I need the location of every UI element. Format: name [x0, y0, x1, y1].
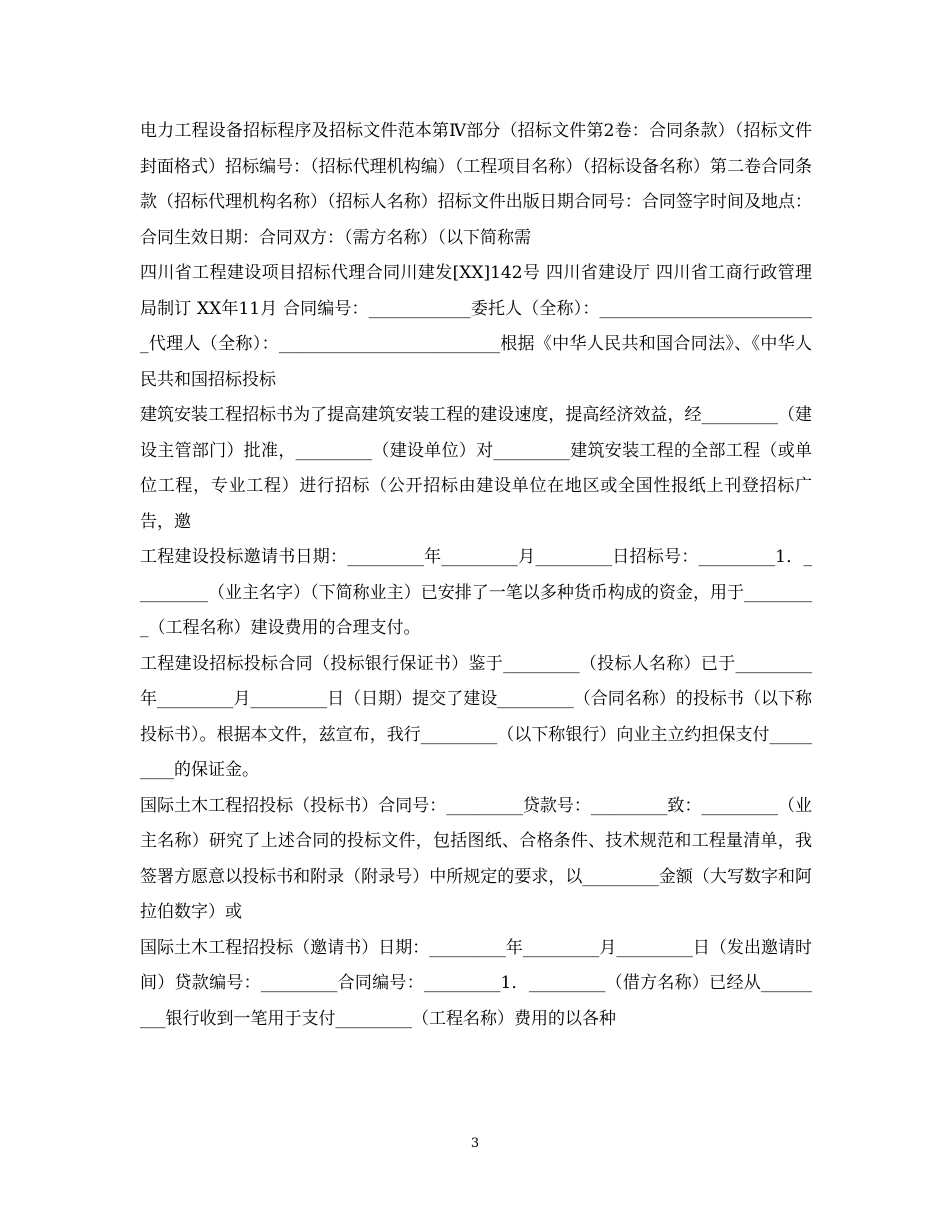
paragraph-power-equipment-tender: 电力工程设备招标程序及招标文件范本第Ⅳ部分（招标文件第2卷：合同条款）（招标文件封面格式）招标编号：（招标代理机构编）（工程项目名称）（招标设备名称）第二卷合同条款（招标代理机构名称）（招标人名称）招标文件出版日期合同号：合同签字时间及地点：合同生效日期：合同双方：（需方名称）（以下简称需 — [140, 121, 812, 248]
paragraph-international-bid-form: 国际土木工程招投标（投标书）合同号：_________贷款号：_________致：_________（业主名称）研究了上述合同的投标文件，包括图纸、合格条件、技术规范和工程量清单，我签署方愿意以投标书和附录（附录号）中所规定的要求，以_________金额（大写数字和阿拉伯数字）或 — [140, 795, 812, 922]
paragraph-sichuan-agency-contract: 四川省工程建设项目招标代理合同川建发[XX]142号 四川省建设厅 四川省工商行政管理局制订 XX年11月 合同编号：____________委托人（全称）：__________________________代理人（全称）：__________________________根据《中华人民共和国合同法》、《中华人民共和国招标投标 — [140, 263, 812, 390]
document-body — [140, 114, 812, 1037]
paragraph-bank-guarantee: 工程建设招标投标合同（投标银行保证书）鉴于_________（投标人名称）已于_________年_________月_________日（日期）提交了建设_________（合同名称）的投标书（以下称投标书）。根据本文件，兹宣布，我行_________（以下称银行）向业主立约担保支付_________的保证金。 — [140, 653, 812, 780]
paragraph-international-invitation: 国际土木工程招投标（邀请书）日期：_________年_________月_________日（发出邀请时间）贷款编号：_________合同编号：_________1．_________（借方名称）已经从_________银行收到一笔用于支付_________（工程名称）费用的以各种 — [140, 937, 812, 1029]
paragraph-bid-invitation: 工程建设投标邀请书日期：_________年_________月_________日招标号：_________1．_________（业主名字）（下简称业主）已安排了一笔以多种货币构成的资金，用于_________（工程名称）建设费用的合理支付。 — [140, 547, 812, 638]
paragraph-construction-tender: 建筑安装工程招标书为了提高建筑安装工程的建设速度，提高经济效益，经_________（建设主管部门）批准，_________（建设单位）对_________建筑安装工程的全部工程（或单位工程，专业工程）进行招标（公开招标由建设单位在地区或全国性报纸上刊登招标广告，邀 — [140, 405, 812, 532]
page-number: 3 — [470, 1136, 480, 1151]
